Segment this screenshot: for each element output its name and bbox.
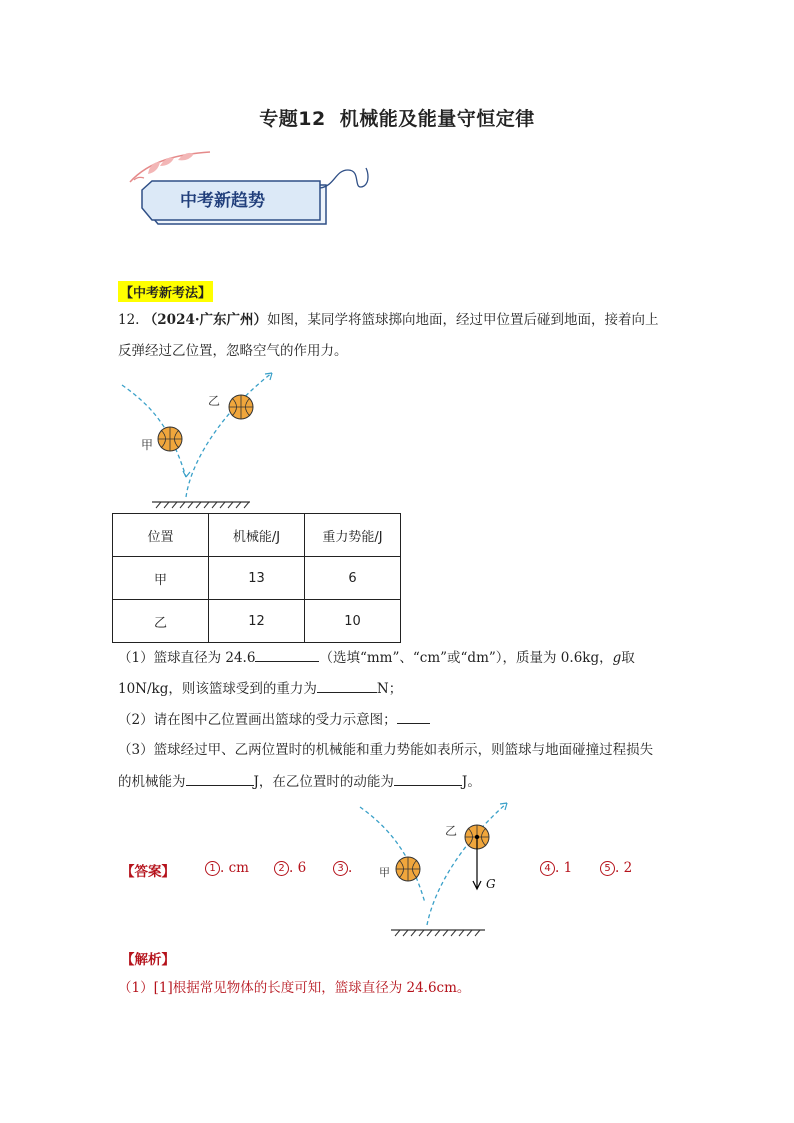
sub1-line2a: 10N/kg，则该篮球受到的重力为	[118, 681, 317, 697]
title-number: 12	[298, 108, 326, 130]
sub3-line2b: J，在乙位置时的动能为	[253, 774, 394, 790]
answer-blank-2[interactable]	[317, 678, 377, 693]
sub2-text: （2）请在图中乙位置画出篮球的受力示意图；	[118, 712, 397, 728]
table-row	[113, 600, 401, 643]
title-part1: 专题	[259, 108, 299, 130]
answer-item-1	[205, 860, 249, 876]
table-row	[113, 557, 401, 600]
ground-hatch	[156, 502, 249, 508]
answer-text: . cm	[220, 860, 249, 876]
sub3-line2a: 的机械能为	[118, 774, 186, 790]
ground-hatch	[395, 930, 480, 936]
answer-blank-5[interactable]	[394, 771, 462, 786]
table-header: 机械能/J	[209, 514, 305, 557]
sub3-line2c: J。	[461, 774, 481, 790]
label-yi: 乙	[208, 394, 221, 408]
sub1-part-c: 取	[621, 650, 635, 666]
answer-blank-4[interactable]	[186, 771, 254, 786]
table-cell: 13	[209, 557, 305, 600]
answer-item-2	[274, 860, 306, 876]
label-jia: 甲	[379, 866, 390, 879]
question-number: 12.	[118, 312, 140, 328]
sub2-line	[118, 709, 430, 730]
badge-text: 中考新趋势	[180, 191, 265, 211]
table-cell: 12	[209, 600, 305, 643]
answer-blank-1[interactable]	[255, 647, 319, 662]
page-title	[0, 104, 794, 131]
trend-badge	[120, 148, 380, 238]
sub3-line-2	[118, 771, 481, 792]
answer-text: . 2	[615, 860, 633, 876]
ball-jia-icon	[158, 427, 182, 451]
answer-item-3	[333, 860, 352, 876]
circled-number: 1	[205, 861, 220, 876]
table-cell: 6	[305, 557, 401, 600]
section-tag: 【中考新考法】	[118, 281, 213, 302]
table-header: 重力势能/J	[305, 514, 401, 557]
rebound-path	[427, 803, 507, 925]
sub3-line-1: （3）篮球经过甲、乙两位置时的机械能和重力势能如表所示，则篮球与地面碰撞过程损失	[118, 742, 654, 758]
question-line-1	[118, 310, 659, 330]
ball-yi-icon	[229, 395, 253, 419]
table-cell: 甲	[113, 557, 209, 600]
incoming-path	[360, 807, 425, 903]
ball-jia-icon	[396, 857, 420, 881]
analysis-line-1: （1）[1]根据常见物体的长度可知，篮球直径为 24.6cm。	[118, 980, 471, 996]
circled-number: 3	[333, 861, 348, 876]
circled-number: 2	[274, 861, 289, 876]
circled-number: 5	[600, 861, 615, 876]
question-text-1: 如图，某同学将篮球掷向地面，经过甲位置后碰到地面，接着向上	[267, 312, 659, 328]
circled-number: 4	[540, 861, 555, 876]
answer-label: 【答案】	[121, 864, 175, 880]
sub1-line-2	[118, 678, 402, 699]
sub1-line2b: N；	[376, 681, 403, 697]
energy-table	[112, 513, 401, 643]
table-cell: 10	[305, 600, 401, 643]
symbol-g: g	[612, 650, 622, 666]
title-part2: 机械能及能量守恒定律	[339, 108, 535, 130]
sub1-part-a: （1）篮球直径为 24.6	[118, 650, 256, 666]
answer-blank-3[interactable]	[397, 709, 430, 724]
question-line-2: 反弹经过乙位置，忽略空气的作用力。	[118, 343, 348, 359]
answer-text: .	[348, 860, 353, 876]
answer-text: . 6	[289, 860, 307, 876]
answer-item-4	[540, 860, 572, 876]
rebound-path	[186, 373, 272, 497]
label-yi: 乙	[445, 824, 458, 838]
table-header: 位置	[113, 514, 209, 557]
basketball-figure-1	[110, 365, 310, 515]
table-header-row	[113, 514, 401, 557]
question-source: （2024·广东广州）	[143, 312, 268, 328]
analysis-label: 【解析】	[121, 952, 175, 968]
sub1-line-1	[118, 647, 635, 668]
basketball-figure-2	[355, 795, 525, 940]
answer-text: . 1	[555, 860, 573, 876]
table-cell: 乙	[113, 600, 209, 643]
force-label: G	[486, 877, 496, 891]
sub1-part-b: （选填“mm”、“cm”或“dm”），质量为 0.6kg，	[319, 650, 613, 666]
label-jia: 甲	[141, 438, 154, 452]
answer-item-5	[600, 860, 632, 876]
